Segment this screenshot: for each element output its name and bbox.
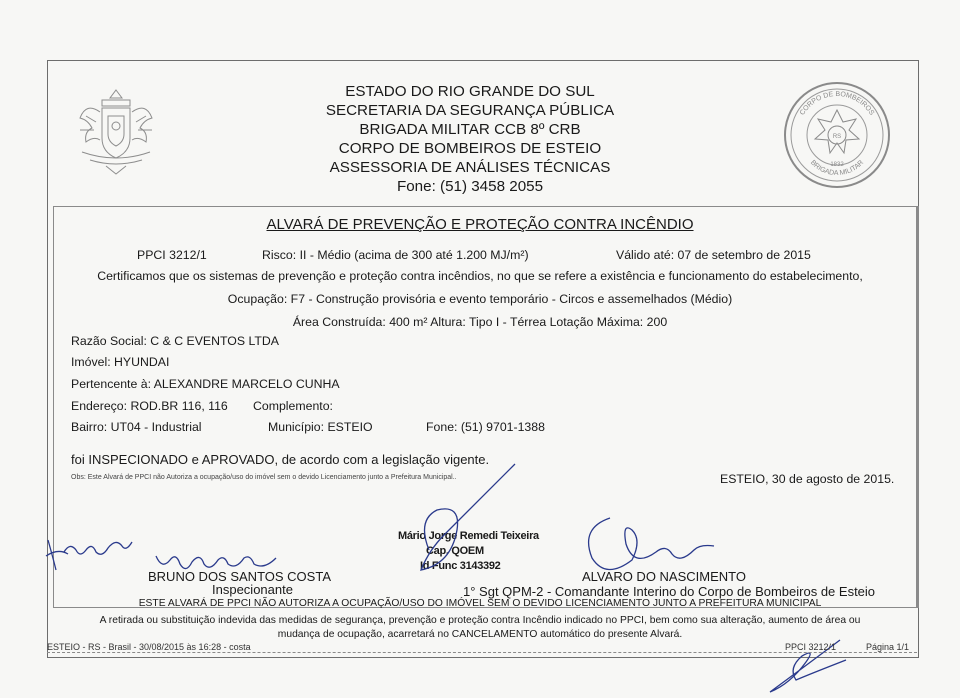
footer-ppci-ref: PPCI 3212/1 xyxy=(785,642,837,652)
seal-year: 1832 xyxy=(830,162,844,168)
seal-state: RS xyxy=(832,134,842,140)
phone: Fone: (51) 9701-1388 xyxy=(426,420,545,434)
ppci-number: PPCI 3212/1 xyxy=(137,248,207,262)
stamp-signature-icon xyxy=(405,458,535,588)
place-and-date: ESTEIO, 30 de agosto de 2015. xyxy=(720,472,895,486)
licensing-warning: ESTE ALVARÁ DE PPCI NÃO AUTORIZA A OCUPAÇÃO/USO DO IMÓVEL SEM O DEVIDO LICENCIAMENTO JUNTO A PREFEITURA MUNICIPAL xyxy=(138,598,822,609)
document-title: ALVARÁ DE PREVENÇÃO E PROTEÇÃO CONTRA INCÊNDIO xyxy=(266,216,694,233)
municipality: Município: ESTEIO xyxy=(268,420,373,434)
footer-rule xyxy=(47,652,917,653)
risk-level: Risco: II - Médio (acima de 300 até 1.200 MJ/m²) xyxy=(262,248,529,262)
inspection-result: foi INSPECIONADO e APROVADO, de acordo com a legislação vigente. xyxy=(71,452,490,467)
fire-department-seal-icon xyxy=(782,80,892,190)
seal-text-top: CORPO DE BOMBEIROS xyxy=(798,90,876,117)
header-line-fire-corps: CORPO DE BOMBEIROS DE ESTEIO xyxy=(338,140,602,157)
coat-of-arms-icon xyxy=(72,82,160,182)
address-complement: Complemento: xyxy=(253,399,333,413)
inspector-role: Inspecionante xyxy=(212,582,293,597)
certification-text: Certificamos que os sistemas de prevenção e proteção contra incêndios, no que se refere a existência e funcionamento do estabelecimento, xyxy=(97,269,863,283)
stamp-id: Id Func 3143392 xyxy=(420,560,501,572)
header-line-secretariat: SECRETARIA DA SEGURANÇA PÚBLICA xyxy=(325,102,615,119)
observation-note: Obs: Este Alvará de PPCI não Autoriza a ocupação/uso do imóvel sem o devido Licenciamento junto a Prefeitura Municipal.. xyxy=(71,474,457,481)
footer-location-timestamp: ESTEIO - RS - Brasil - 30/08/2015 às 16:28 - costa xyxy=(47,642,251,652)
header-line-phone: Fone: (51) 3458 2055 xyxy=(396,178,544,195)
notice-line-2: mudança de ocupação, acarretará no CANCELAMENTO automático do presente Alvará. xyxy=(277,629,683,640)
valid-until: Válido até: 07 de setembro de 2015 xyxy=(616,248,811,262)
seal-text-bottom: BRIGADA MILITAR xyxy=(808,159,866,178)
owner: Pertencente à: ALEXANDRE MARCELO CUNHA xyxy=(71,377,340,391)
occupancy: Ocupação: F7 - Construção provisória e evento temporário - Circos e assemelhados (Médio) xyxy=(227,292,733,306)
inspector-name: BRUNO DOS SANTOS COSTA xyxy=(148,569,331,584)
company-name: Razão Social: C & C EVENTOS LTDA xyxy=(71,334,279,348)
property-name: Imóvel: HYUNDAI xyxy=(71,355,170,369)
commander-role: 1° Sgt QPM-2 - Comandante Interino do Corpo de Bombeiros de Esteio xyxy=(463,584,876,599)
address: Endereço: ROD.BR 116, 116 xyxy=(71,399,228,413)
commander-name: ALVARO DO NASCIMENTO xyxy=(582,569,746,584)
footer-page-number: Página 1/1 xyxy=(866,642,910,652)
stamp-rank: Cap. QOEM xyxy=(426,545,484,557)
built-area: Área Construída: 400 m² Altura: Tipo I - Térrea Lotação Máxima: 200 xyxy=(292,315,668,329)
header-line-assessoria: ASSESSORIA DE ANÁLISES TÉCNICAS xyxy=(329,159,611,176)
notice-line-1: A retirada ou substituição indevida das medidas de segurança, prevenção e proteção contra Incêndio indicado no PPCI, bem como sua alteração, aumento de área ou xyxy=(99,615,861,626)
header-line-brigade: BRIGADA MILITAR CCB 8º CRB xyxy=(359,121,581,138)
stamp-name: Mário Jorge Remedi Teixeira xyxy=(398,530,539,542)
district: Bairro: UT04 - Industrial xyxy=(71,420,202,434)
commander-signature-icon xyxy=(580,508,720,578)
header-line-state: ESTADO DO RIO GRANDE DO SUL xyxy=(345,83,595,100)
